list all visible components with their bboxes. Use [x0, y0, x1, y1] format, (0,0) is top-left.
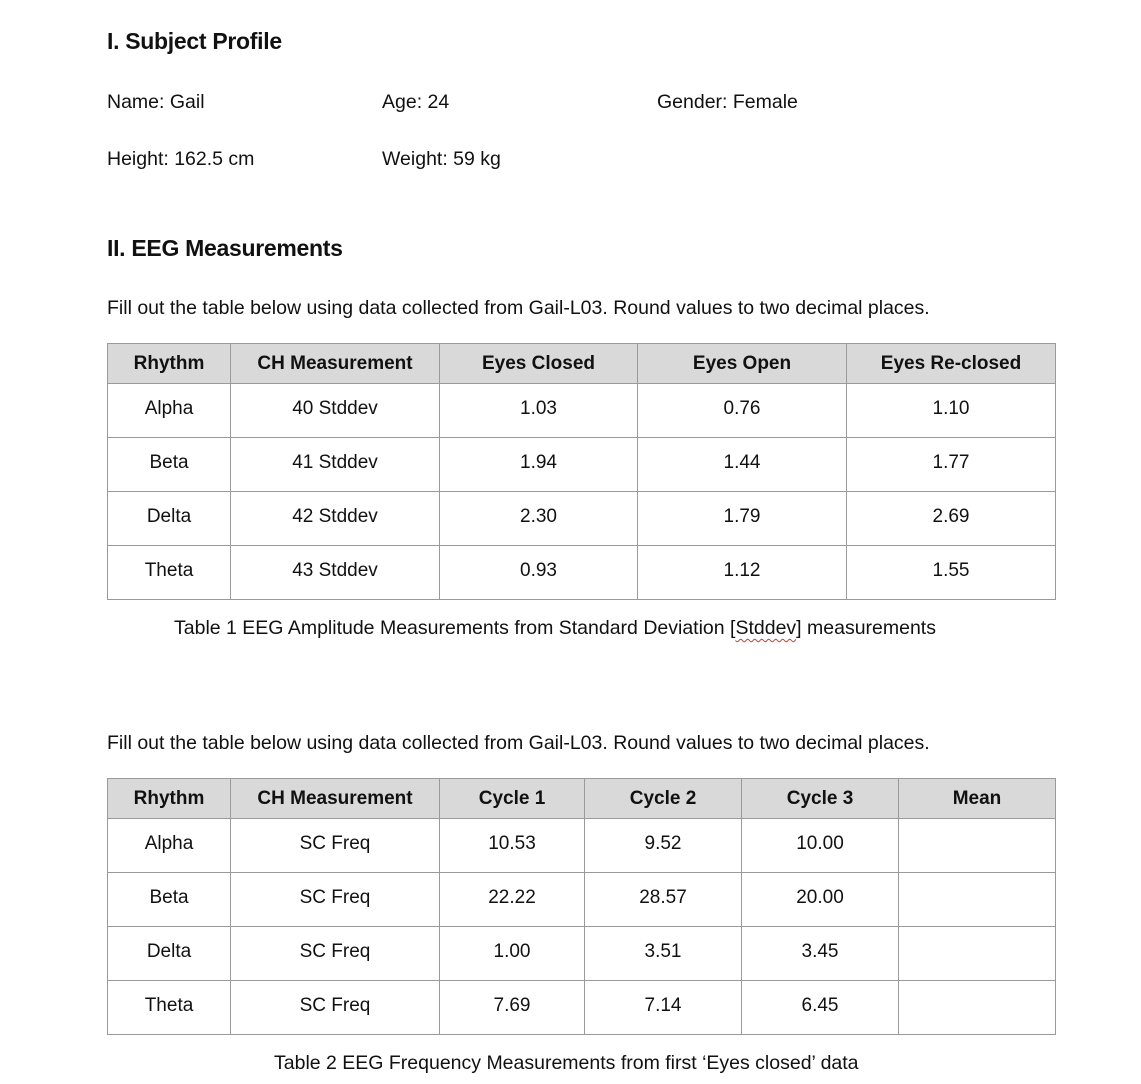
- cell-rhythm: Alpha: [108, 384, 231, 438]
- table-header-row: [108, 779, 1056, 819]
- cell-cycle-1[interactable]: 1.00: [440, 927, 585, 981]
- cell-mean[interactable]: [899, 819, 1056, 873]
- cell-rhythm: Alpha: [108, 819, 231, 873]
- header-ch-measurement: CH Measurement: [231, 779, 440, 819]
- table1-caption-post: ] measurements: [796, 617, 936, 639]
- cell-eyes-open[interactable]: 0.76: [638, 384, 847, 438]
- cell-eyes-reclosed[interactable]: 1.55: [847, 546, 1056, 600]
- cell-ch-measurement: SC Freq: [231, 981, 440, 1035]
- cell-rhythm: Delta: [108, 492, 231, 546]
- table2-instruction: Fill out the table below using data collected from Gail-L03. Round values to two decimal places.: [107, 732, 930, 754]
- cell-cycle-3[interactable]: 20.00: [742, 873, 899, 927]
- cell-cycle-3[interactable]: 10.00: [742, 819, 899, 873]
- cell-eyes-reclosed[interactable]: 1.77: [847, 438, 1056, 492]
- cell-ch-measurement: 40 Stddev: [231, 384, 440, 438]
- table-row: [108, 492, 1056, 546]
- subject-gender: Gender: Female: [657, 91, 798, 113]
- cell-eyes-open[interactable]: 1.79: [638, 492, 847, 546]
- header-mean: Mean: [899, 779, 1056, 819]
- table-row: [108, 438, 1056, 492]
- cell-eyes-closed[interactable]: 0.93: [440, 546, 638, 600]
- cell-ch-measurement: SC Freq: [231, 927, 440, 981]
- cell-rhythm: Theta: [108, 981, 231, 1035]
- header-eyes-closed: Eyes Closed: [440, 344, 638, 384]
- cell-rhythm: Delta: [108, 927, 231, 981]
- cell-eyes-closed[interactable]: 1.94: [440, 438, 638, 492]
- section-heading-subject-profile: I. Subject Profile: [107, 28, 282, 54]
- cell-eyes-reclosed[interactable]: 1.10: [847, 384, 1056, 438]
- cell-eyes-reclosed[interactable]: 2.69: [847, 492, 1056, 546]
- table-row: [108, 981, 1056, 1035]
- header-rhythm: Rhythm: [108, 779, 231, 819]
- cell-rhythm: Beta: [108, 438, 231, 492]
- table-row: [108, 873, 1056, 927]
- cell-cycle-3[interactable]: 6.45: [742, 981, 899, 1035]
- cell-ch-measurement: 41 Stddev: [231, 438, 440, 492]
- cell-ch-measurement: 43 Stddev: [231, 546, 440, 600]
- cell-ch-measurement: SC Freq: [231, 819, 440, 873]
- frequency-table: [107, 778, 1056, 1035]
- header-cycle-2: Cycle 2: [585, 779, 742, 819]
- cell-ch-measurement: SC Freq: [231, 873, 440, 927]
- header-ch-measurement: CH Measurement: [231, 344, 440, 384]
- cell-mean[interactable]: [899, 981, 1056, 1035]
- subject-name: Name: Gail: [107, 91, 205, 113]
- cell-cycle-2[interactable]: 9.52: [585, 819, 742, 873]
- table1-caption-term: Stddev: [735, 617, 797, 639]
- cell-cycle-2[interactable]: 7.14: [585, 981, 742, 1035]
- cell-mean[interactable]: [899, 873, 1056, 927]
- cell-cycle-2[interactable]: 28.57: [585, 873, 742, 927]
- header-eyes-reclosed: Eyes Re-closed: [847, 344, 1056, 384]
- cell-ch-measurement: 42 Stddev: [231, 492, 440, 546]
- cell-cycle-1[interactable]: 22.22: [440, 873, 585, 927]
- table1-instruction: Fill out the table below using data collected from Gail-L03. Round values to two decimal places.: [107, 297, 930, 319]
- cell-cycle-2[interactable]: 3.51: [585, 927, 742, 981]
- section-heading-eeg-measurements: II. EEG Measurements: [107, 235, 343, 261]
- table-row: [108, 546, 1056, 600]
- header-cycle-3: Cycle 3: [742, 779, 899, 819]
- header-rhythm: Rhythm: [108, 344, 231, 384]
- cell-eyes-open[interactable]: 1.44: [638, 438, 847, 492]
- table1-caption: [174, 617, 936, 640]
- cell-mean[interactable]: [899, 927, 1056, 981]
- table2-caption: Table 2 EEG Frequency Measurements from first ‘Eyes closed’ data: [274, 1052, 859, 1074]
- subject-age: Age: 24: [382, 91, 450, 113]
- amplitude-table: [107, 343, 1056, 600]
- subject-weight: Weight: 59 kg: [382, 148, 501, 170]
- cell-cycle-1[interactable]: 10.53: [440, 819, 585, 873]
- cell-eyes-open[interactable]: 1.12: [638, 546, 847, 600]
- header-cycle-1: Cycle 1: [440, 779, 585, 819]
- subject-height: Height: 162.5 cm: [107, 148, 255, 170]
- cell-rhythm: Beta: [108, 873, 231, 927]
- cell-cycle-1[interactable]: 7.69: [440, 981, 585, 1035]
- cell-eyes-closed[interactable]: 1.03: [440, 384, 638, 438]
- cell-eyes-closed[interactable]: 2.30: [440, 492, 638, 546]
- cell-cycle-3[interactable]: 3.45: [742, 927, 899, 981]
- table-row: [108, 384, 1056, 438]
- table-row: [108, 819, 1056, 873]
- cell-rhythm: Theta: [108, 546, 231, 600]
- table-row: [108, 927, 1056, 981]
- table1-caption-pre: Table 1 EEG Amplitude Measurements from Standard Deviation [: [174, 617, 736, 639]
- header-eyes-open: Eyes Open: [638, 344, 847, 384]
- table-header-row: [108, 344, 1056, 384]
